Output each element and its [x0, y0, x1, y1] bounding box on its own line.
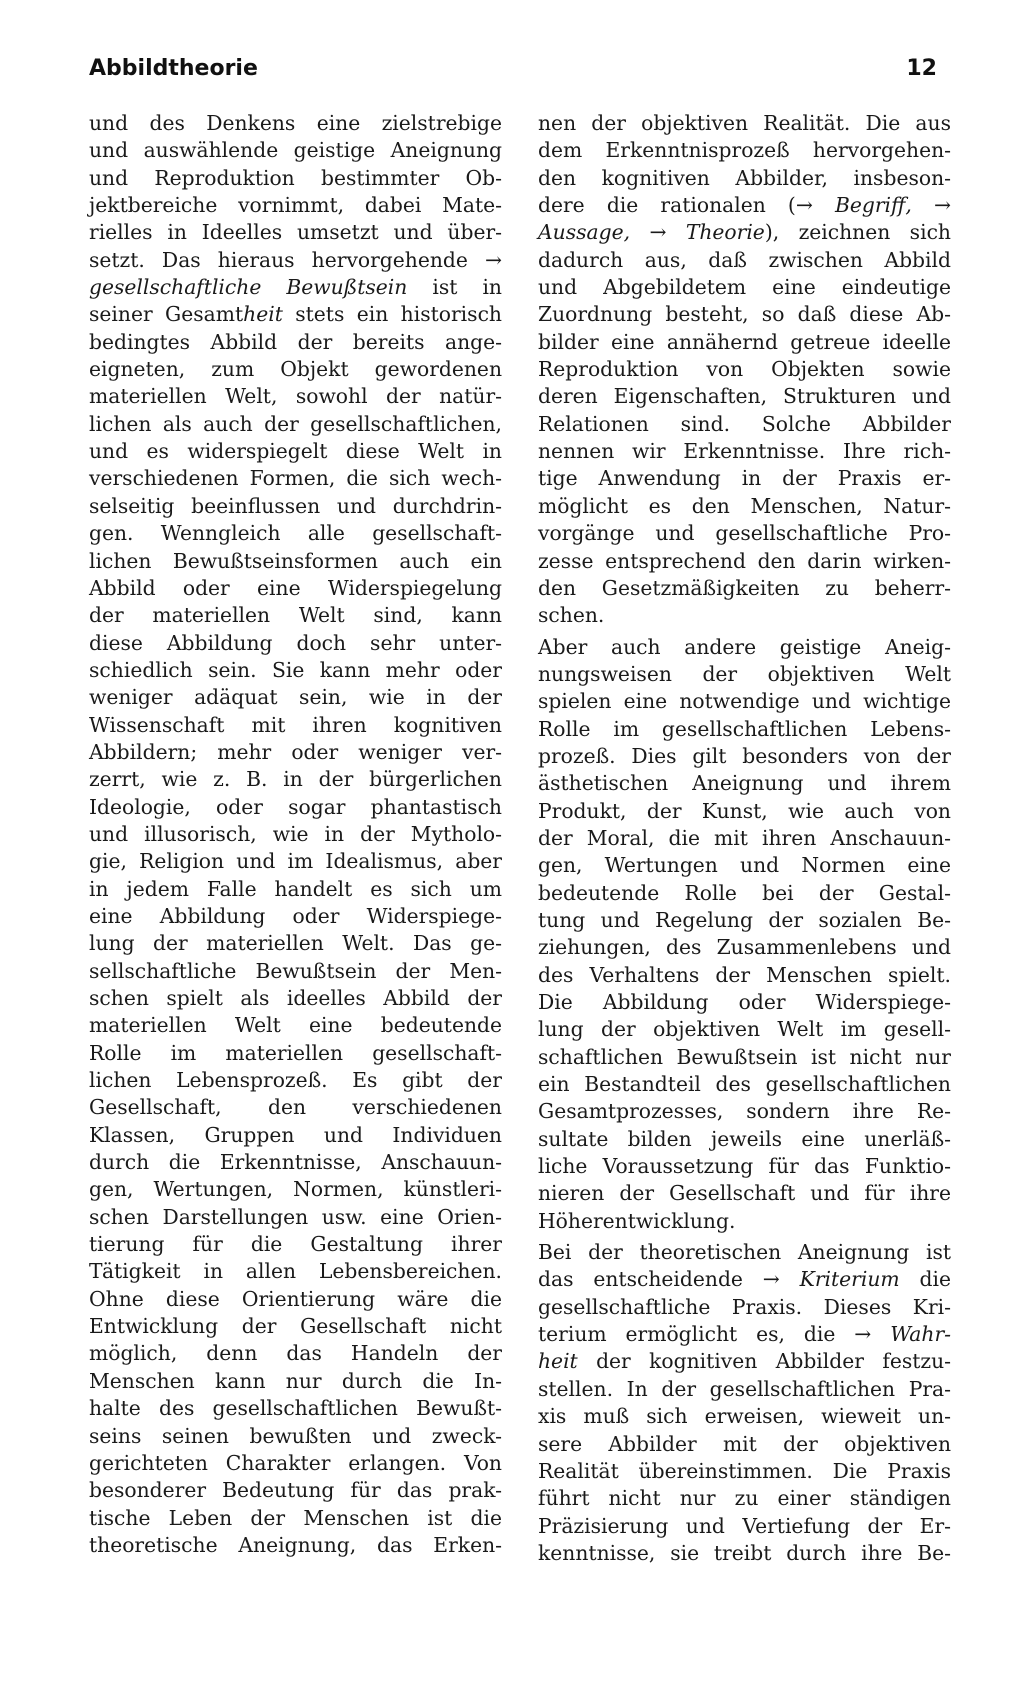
text-line: eine Abbildung oder Widerspiege-	[89, 903, 502, 928]
text-line: kenntnisse, sie treibt durch ihre Be-	[538, 1540, 951, 1565]
text-line: gen, Wertungen und Normen eine	[538, 853, 951, 878]
text-line: gie, Religion und im Idealismus, aber	[89, 849, 502, 874]
text-line: gen, Wertungen, Normen, künstleri-	[89, 1177, 502, 1202]
text-line: Bei der theoretischen Aneignung ist	[538, 1240, 951, 1265]
text-line: besonderer Bedeutung für das prak-	[89, 1478, 502, 1503]
text-line: nungsweisen der objektiven Welt	[538, 661, 951, 686]
text-line: selseitig beeinflussen und durchdrin-	[89, 493, 502, 518]
text-line: Gesellschaft, den verschiedenen	[89, 1095, 502, 1120]
text-line: gerichteten Charakter erlangen. Von	[89, 1450, 502, 1475]
text-line: Die Abbildung oder Widerspiege-	[538, 990, 951, 1014]
text-line: der Moral, die mit ihren Anschauun-	[538, 825, 951, 850]
text-line: lichen als auch der gesellschaftlichen,	[89, 411, 502, 436]
text-line: führt nicht nur zu einer ständigen	[538, 1486, 951, 1511]
text-line: liche Voraussetzung für das Funktio-	[538, 1154, 951, 1179]
text-line: Höherentwicklung.	[538, 1208, 736, 1233]
text-line: Aussage, → Theorie), zeichnen sich	[538, 220, 951, 245]
text-line: verschiedenen Formen, die sich wech-	[89, 466, 502, 491]
text-line: Ideologie, oder sogar phantastisch	[89, 794, 502, 819]
text-line: lichen Lebensprozeß. Es gibt der	[89, 1068, 502, 1093]
text-line: und illusorisch, wie in der Mytholo-	[89, 821, 502, 846]
text-line: seiner Gesamtheit stets ein historisch	[89, 302, 502, 327]
text-line: vorgänge und gesellschaftliche Pro-	[538, 521, 951, 546]
text-line: sere Abbilder mit der objektiven	[538, 1431, 951, 1456]
text-line: Wissenschaft mit ihren kognitiven	[89, 712, 502, 737]
text-line: ziehungen, des Zusammenlebens und	[538, 935, 951, 960]
text-line: zerrt, wie z. B. in der bürgerlichen	[89, 767, 502, 792]
text-line: dem Erkenntnisprozeß hervorgehen-	[538, 138, 951, 163]
text-line: zesse entsprechend den darin wirken-	[538, 548, 951, 573]
text-line: sellschaftliche Bewußtsein der Men-	[89, 958, 502, 983]
text-line: bedeutende Rolle bei der Gestal-	[538, 880, 951, 905]
text-line: Entwicklung der Gesellschaft nicht	[89, 1314, 502, 1339]
text-line: lung der materiellen Welt. Das ge-	[89, 931, 502, 956]
text-line: Produkt, der Kunst, wie auch von	[538, 798, 951, 823]
text-line: der materiellen Welt sind, kann	[89, 603, 502, 628]
text-line: materiellen Welt, sowohl der natür-	[89, 384, 502, 409]
text-line: bilder eine annähernd getreue ideelle	[538, 329, 951, 354]
text-line: in jedem Falle handelt es sich um	[89, 876, 502, 901]
text-line: prozeß. Dies gilt besonders von der	[538, 743, 951, 768]
text-line: nieren der Gesellschaft und für ihre	[538, 1181, 951, 1206]
text-line: den kognitiven Abbilder, insbeson-	[538, 165, 951, 190]
text-line: diese Abbildung doch sehr unter-	[89, 630, 502, 655]
text-line: heit der kognitiven Abbilder festzu-	[538, 1349, 951, 1374]
text-line: eigneten, zum Objekt gewordenen	[89, 357, 502, 382]
text-line: bedingtes Abbild der bereits ange-	[89, 329, 502, 354]
text-line: Tätigkeit in allen Lebensbereichen.	[89, 1259, 502, 1284]
text-line: Abbild oder eine Widerspiegelung	[89, 575, 502, 600]
page-number: 12	[906, 56, 937, 81]
text-line: gesellschaftliche Praxis. Dieses Kri-	[538, 1294, 951, 1319]
text-line: halte des gesellschaftlichen Bewußt-	[89, 1396, 502, 1421]
text-line: Gesamtprozesses, sondern ihre Re-	[538, 1099, 951, 1124]
text-line: Ohne diese Orientierung wäre die	[89, 1286, 502, 1311]
text-line: das entscheidende → Kriterium die	[538, 1267, 951, 1292]
text-line: deren Eigenschaften, Strukturen und	[538, 384, 951, 409]
text-line: Rolle im materiellen gesellschaft-	[89, 1040, 502, 1065]
text-line: schaftlichen Bewußtsein ist nicht nur	[538, 1044, 951, 1069]
text-line: und es widerspiegelt diese Welt in	[89, 439, 502, 464]
text-line: Rolle im gesellschaftlichen Lebens-	[538, 716, 951, 741]
text-line: stellen. In der gesellschaftlichen Pra-	[538, 1376, 951, 1401]
text-line: möglich, denn das Handeln der	[89, 1341, 502, 1366]
text-line: Reproduktion von Objekten sowie	[538, 357, 951, 382]
text-line: spielen eine notwendige und wichtige	[538, 689, 951, 714]
text-line: terium ermöglicht es, die → Wahr-	[538, 1322, 951, 1347]
text-line: sultate bilden jeweils eine unerläß-	[538, 1126, 951, 1151]
right-column	[538, 110, 951, 1567]
text-line: materiellen Welt eine bedeutende	[89, 1013, 502, 1038]
text-line: Menschen kann nur durch die In-	[89, 1368, 502, 1393]
text-line: Präzisierung und Vertiefung der Er-	[538, 1513, 951, 1538]
text-line: schen spielt als ideelles Abbild der	[89, 986, 502, 1010]
text-line: lichen Bewußtseinsformen auch ein	[89, 548, 502, 573]
text-line: tige Anwendung in der Praxis er-	[538, 466, 951, 491]
text-line: nennen wir Erkenntnisse. Ihre rich-	[538, 439, 951, 464]
text-line: und auswählende geistige Aneignung	[89, 138, 502, 163]
text-line: weniger adäquat sein, wie in der	[89, 685, 502, 710]
text-line: dere die rationalen (→ Begriff, →	[538, 193, 951, 218]
text-line: dadurch aus, daß zwischen Abbild	[538, 247, 951, 272]
text-line: und Reproduktion bestimmter Ob-	[89, 165, 502, 190]
text-line: xis muß sich erweisen, wieweit un-	[538, 1404, 951, 1429]
text-line: setzt. Das hieraus hervorgehende →	[89, 247, 502, 272]
text-line: schen Darstellungen usw. eine Orien-	[89, 1204, 502, 1229]
text-line: Realität übereinstimmen. Die Praxis	[538, 1458, 951, 1483]
text-line: des Verhaltens der Menschen spielt.	[538, 962, 951, 987]
text-line: Aber auch andere geistige Aneig-	[538, 634, 951, 659]
text-line: rielles in Ideelles umsetzt und über-	[89, 220, 502, 245]
text-line: seins seinen bewußten und zweck-	[89, 1423, 502, 1448]
left-column	[89, 110, 502, 1559]
text-line: nen der objektiven Realität. Die aus	[538, 111, 951, 135]
text-line: lung der objektiven Welt im gesell-	[538, 1017, 951, 1042]
text-line: theoretische Aneignung, das Erken-	[89, 1532, 502, 1557]
text-line: den Gesetzmäßigkeiten zu beherr-	[538, 575, 951, 600]
text-line: gen. Wenngleich alle gesellschaft-	[89, 521, 502, 546]
text-line: ästhetischen Aneignung und ihrem	[538, 771, 951, 796]
text-line: Zuordnung besteht, so daß diese Ab-	[538, 302, 951, 327]
text-line: Abbildern; mehr oder weniger ver-	[89, 739, 502, 764]
text-line: ein Bestandteil des gesellschaftlichen	[538, 1072, 951, 1097]
text-line: Klassen, Gruppen und Individuen	[89, 1122, 502, 1147]
text-line: und Abgebildetem eine eindeutige	[538, 275, 951, 300]
text-line: möglicht es den Menschen, Natur-	[538, 493, 951, 518]
text-line: schen.	[538, 603, 605, 628]
header-title: Abbildtheorie	[89, 56, 258, 81]
text-line: schiedlich sein. Sie kann mehr oder	[89, 657, 502, 682]
text-line: und des Denkens eine zielstrebige	[89, 111, 502, 135]
text-line: Relationen sind. Solche Abbilder	[538, 411, 951, 436]
text-line: tierung für die Gestaltung ihrer	[89, 1232, 502, 1257]
text-line: tische Leben der Menschen ist die	[89, 1505, 502, 1530]
text-line: durch die Erkenntnisse, Anschauun-	[89, 1150, 502, 1175]
text-line: tung und Regelung der sozialen Be-	[538, 907, 951, 932]
text-line: jektbereiche vornimmt, dabei Mate-	[89, 193, 502, 218]
running-header	[89, 56, 937, 90]
text-line: gesellschaftliche Bewußtsein ist in	[89, 275, 502, 300]
